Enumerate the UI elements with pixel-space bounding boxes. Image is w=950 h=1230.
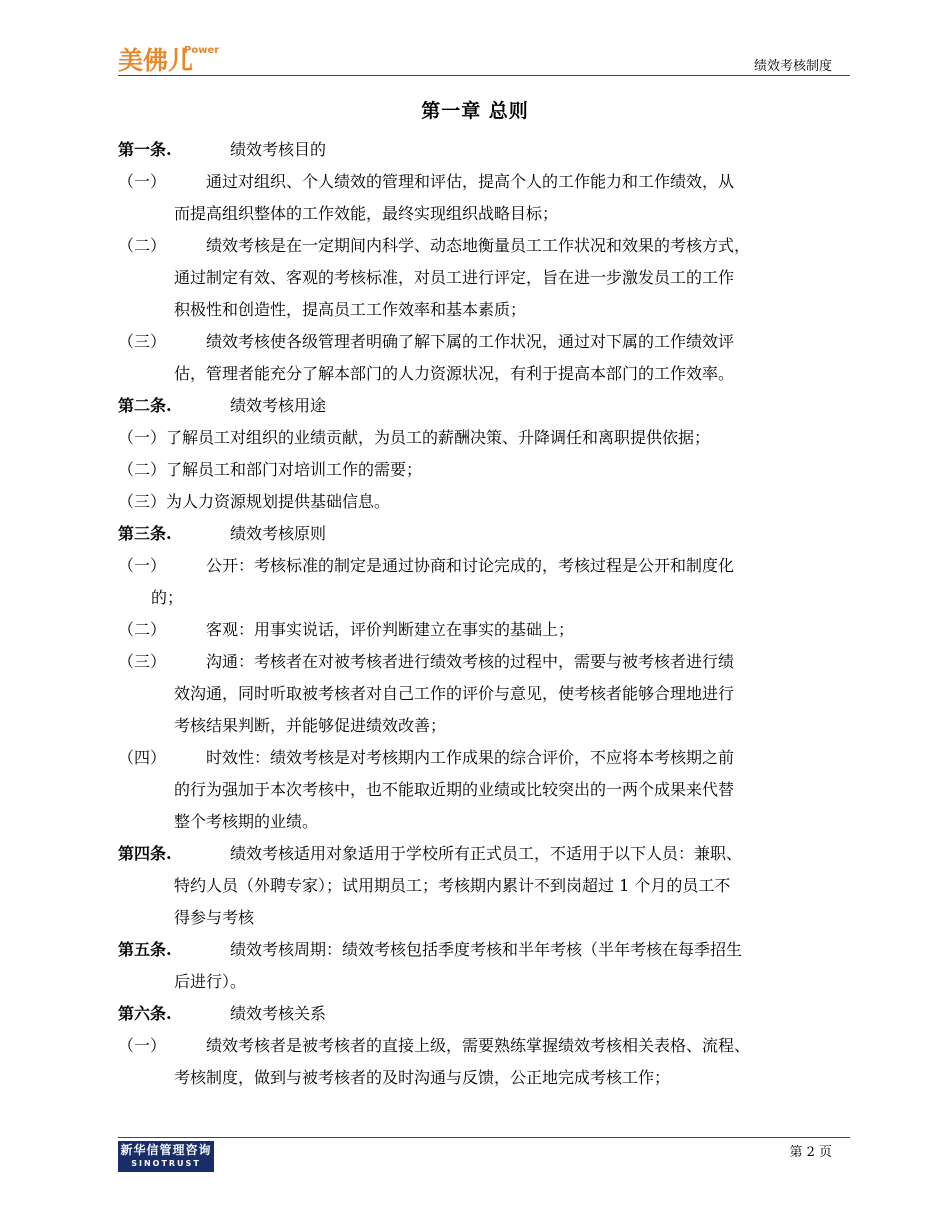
clause-continuation: 的； xyxy=(151,588,184,607)
clause-continuation: 估，管理者能充分了解本部门的人力资源状况，有利于提高本部门的工作效率。 xyxy=(174,364,735,383)
clause-continuation: 整个考核期的业绩。 xyxy=(174,812,319,831)
clause: （三） 沟通：考核者在对被考核者进行绩效考核的过程中，需要与被考核者进行绩 xyxy=(118,652,735,671)
article-heading: 第一条. 绩效考核目的 xyxy=(118,140,327,159)
clause-continuation: 通过制定有效、客观的考核标准，对员工进行评定，旨在进一步激发员工的工作 xyxy=(174,268,735,287)
article-heading: 第五条. 绩效考核周期：绩效考核包括季度考核和半年考核（半年考核在每季招生 xyxy=(118,940,743,959)
header-divider xyxy=(118,75,850,76)
clause-continuation: 考核结果判断，并能够促进绩效改善； xyxy=(174,716,447,735)
article-heading: 第二条. 绩效考核用途 xyxy=(118,396,327,415)
document-title: 绩效考核制度 xyxy=(753,59,832,74)
footer-divider xyxy=(118,1137,850,1138)
clause: （二） 客观：用事实说话，评价判断建立在事实的基础上； xyxy=(118,620,575,639)
clause: （二） 绩效考核是在一定期间内科学、动态地衡量员工工作状况和效果的考核方式， xyxy=(118,236,751,255)
clause: （四） 时效性：绩效考核是对考核期内工作成果的综合评价，不应将本考核期之前 xyxy=(118,748,735,767)
article-heading: 第三条. 绩效考核原则 xyxy=(118,524,327,543)
consultancy-logo: 新华信管理咨询 SINOTRUST xyxy=(118,1141,214,1172)
clause-continuation: 而提高组织整体的工作效能，最终实现组织战略目标； xyxy=(174,204,559,223)
company-logo xyxy=(118,44,254,72)
clause: （一） 绩效考核者是被考核者的直接上级，需要熟练掌握绩效考核相关表格、流程、 xyxy=(118,1036,751,1055)
clause-continuation: 考核制度，做到与被考核者的及时沟通与反馈，公正地完成考核工作； xyxy=(174,1068,671,1087)
page-number: 第 2 页 xyxy=(789,1145,832,1160)
svg-text:美佛儿: 美佛儿 xyxy=(118,46,194,72)
document-body xyxy=(118,134,843,1094)
clause-continuation: 效沟通，同时听取被考核者对自己工作的评价与意见，使考核者能够合理地进行 xyxy=(174,684,735,703)
article-heading: 第六条. 绩效考核关系 xyxy=(118,1004,327,1023)
svg-text:Power: Power xyxy=(184,45,220,56)
clause: （三）为人力资源规划提供基础信息。 xyxy=(118,492,391,511)
clause-continuation: 积极性和创造性，提高员工工作效率和基本素质； xyxy=(174,300,527,319)
clause-continuation: 的行为强加于本次考核中，也不能取近期的业绩或比较突出的一两个成果来代替 xyxy=(174,780,735,799)
clause: （二）了解员工和部门对培训工作的需要； xyxy=(118,460,423,479)
article-continuation: 特约人员（外聘专家）；试用期员工；考核期内累计不到岗超过 1 个月的员工不 xyxy=(174,876,731,895)
article-continuation: 后进行）。 xyxy=(174,972,247,991)
clause: （一） 通过对组织、个人绩效的管理和评估，提高个人的工作能力和工作绩效，从 xyxy=(118,172,735,191)
article-heading: 第四条. 绩效考核适用对象适用于学校所有正式员工，不适用于以下人员：兼职、 xyxy=(118,844,743,863)
article-continuation: 得参与考核 xyxy=(174,908,255,927)
chapter-title: 第一章 总则 xyxy=(421,100,529,122)
clause: （一） 公开：考核标准的制定是通过协商和讨论完成的，考核过程是公开和制度化 xyxy=(118,556,735,575)
clause: （三） 绩效考核使各级管理者明确了解下属的工作状况，通过对下属的工作绩效评 xyxy=(118,332,735,351)
clause: （一）了解员工对组织的业绩贡献，为员工的薪酬决策、升降调任和离职提供依据； xyxy=(118,428,711,447)
